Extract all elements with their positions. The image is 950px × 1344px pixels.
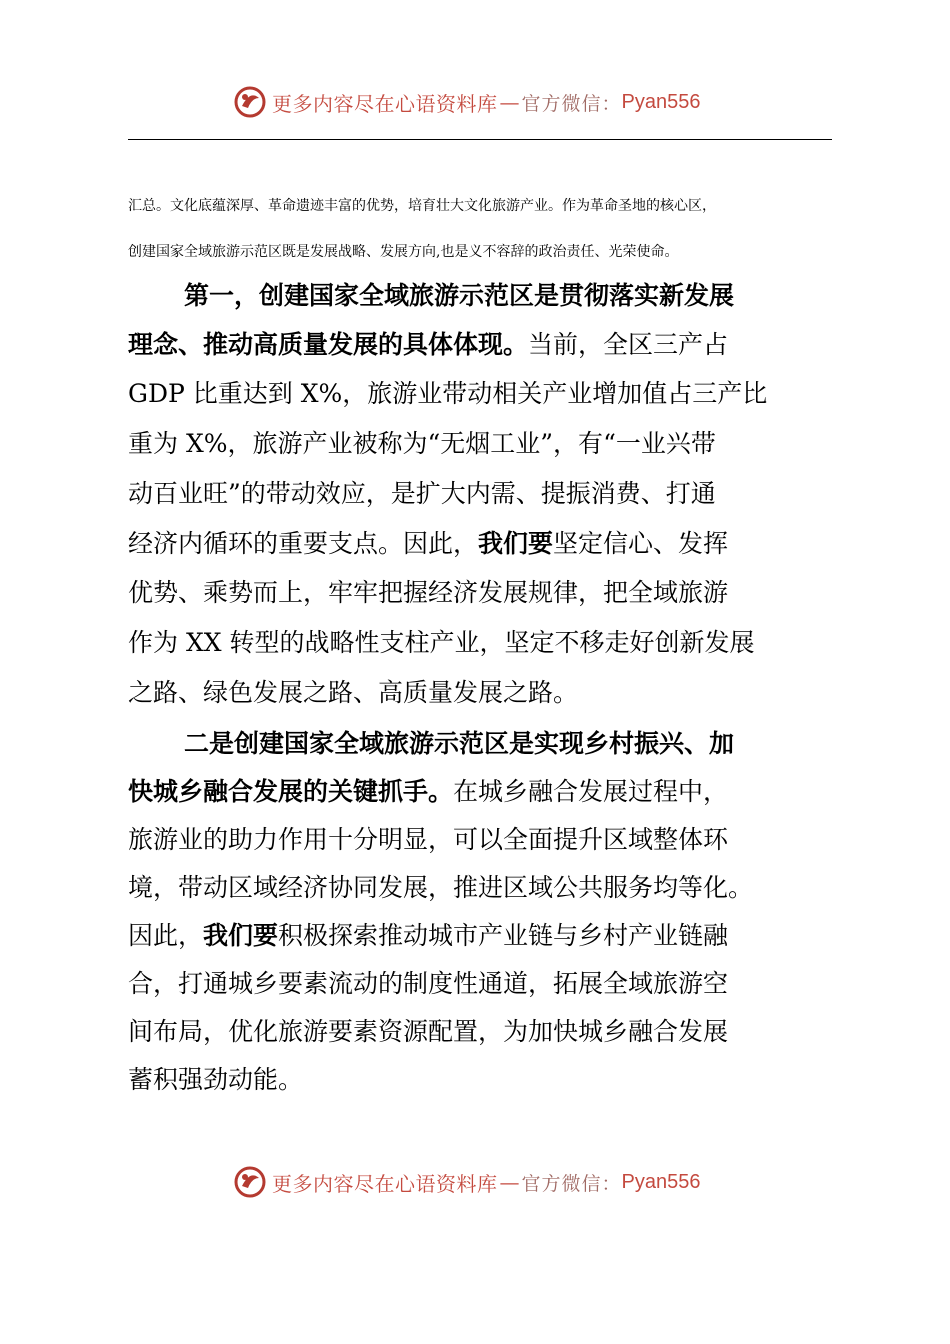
footer-banner-dash: — (499, 1170, 520, 1194)
para2-line-4: 境，带动区域经济协同发展，推进区域公共服务均等化。 (128, 873, 754, 902)
intro-line-1: 汇总。文化底蕴深厚、革命遗迹丰富的优势，培育壮大文化旅游产业。作为革命圣地的核心区， (128, 198, 716, 214)
banner-sub-text: 官方微信： (521, 92, 622, 115)
footer-banner-wechat-id: Pyan556 (621, 1170, 701, 1193)
para1-line-6-pre: 经济内循环的重要支点。因此， (128, 529, 479, 558)
para1-line-3: GDP 比重达到 X%，旅游业带动相关产业增加值占三产比 (128, 379, 768, 408)
para1-line-6-bold: 我们要 (478, 529, 554, 558)
para2-line-5 (128, 920, 728, 952)
para1-line-2-rest: 当前，全区三产占 (528, 330, 729, 359)
para1-line-8: 作为 XX 转型的战略性支柱产业，坚定不移走好创新发展 (128, 628, 755, 657)
para1-line-5: 动百业旺”的带动效应，是扩大内需、提振消费、打通 (128, 479, 716, 508)
brand-logo-icon (232, 1164, 268, 1200)
para1-line-1: 第一，创建国家全域旅游示范区是贯彻落实新发展 (184, 281, 735, 310)
para2-line-2-bold: 快城乡融合发展的关键抓手。 (128, 777, 454, 806)
banner-dash: — (499, 90, 520, 114)
para2-line-3: 旅游业的助力作用十分明显，可以全面提升区域整体环 (128, 825, 729, 854)
para1-line-7: 优势、乘势而上，牢牢把握经济发展规律，把全域旅游 (128, 578, 729, 607)
para2-line-5-post: 积极探索推动城市产业链与乡村产业链融 (278, 921, 729, 950)
para1-line-6-post: 坚定信心、发挥 (553, 529, 729, 558)
para2-line-8: 蓄积强劲动能。 (128, 1065, 304, 1094)
brand-logo-icon (232, 84, 268, 120)
footer-banner-sub-text: 官方微信： (521, 1172, 622, 1195)
para2-line-6: 合，打通城乡要素流动的制度性通道，拓展全域旅游空 (128, 969, 729, 998)
para1-line-6 (128, 528, 728, 560)
para2-line-7: 间布局，优化旅游要素资源配置，为加快城乡融合发展 (128, 1017, 729, 1046)
header-banner (232, 82, 700, 122)
para2-line-2 (128, 776, 728, 808)
para2-line-5-pre: 因此， (128, 921, 204, 950)
header-divider (128, 139, 832, 140)
footer-banner-main-text: 更多内容尽在心语资料库 (272, 1171, 498, 1196)
para1-line-4: 重为 X%，旅游产业被称为“无烟工业”，有“一业兴带 (128, 429, 716, 458)
para1-line-2 (128, 329, 728, 361)
para2-line-1: 二是创建国家全域旅游示范区是实现乡村振兴、加 (184, 729, 735, 758)
banner-main-text: 更多内容尽在心语资料库 (272, 91, 498, 116)
para2-line-5-bold: 我们要 (203, 921, 279, 950)
banner-wechat-id: Pyan556 (621, 90, 701, 113)
para1-line-2-bold: 理念、推动高质量发展的具体体现。 (128, 330, 529, 359)
para2-line-2-rest: 在城乡融合发展过程中， (453, 777, 729, 806)
para1-line-9: 之路、绿色发展之路、高质量发展之路。 (128, 678, 579, 707)
intro-line-2: 创建国家全域旅游示范区既是发展战略、发展方向,也是义不容辞的政治责任、光荣使命。 (128, 244, 679, 260)
footer-banner (232, 1162, 700, 1202)
